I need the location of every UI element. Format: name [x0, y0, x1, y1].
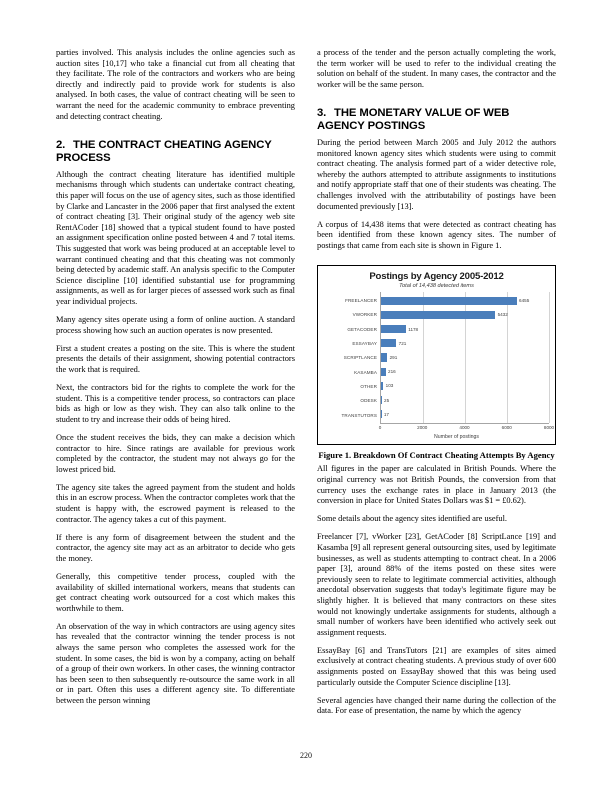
- paragraph: Although the contract cheating literature has identified multiple mechanisms through which students can undertake contract cheating, this paper will focus on the use of agency sites, such as those identified by Clarke and Lancaster in the 2006 paper that first analysed the extent of contract cheating [3]. Their original study of the agency web site RentACoder [18] showed that a typical student found to have posted an assignment specification online posted between 4 and 7 total items. This suggested that work was being produced at an acceptable level to warrant continued cheating and that this cheating was not commonly being detected by academic staff. An analysis specific to the Computer Science discipline [10] identified substantial use for programming assignments, as well as for larger pieces of assessed work such as final year individual projects.: [56, 169, 295, 306]
- two-column-layout: [56, 48, 556, 738]
- chart-plot: [324, 292, 549, 424]
- chart-subtitle: Total of 14,438 detected items: [399, 283, 474, 289]
- chart-x-axis: [324, 425, 555, 433]
- chart-category-label: ODESK: [360, 398, 377, 404]
- chart-x-tick: 8000: [543, 425, 555, 430]
- chart-bar-value: 17: [383, 411, 389, 417]
- section-number: 2.: [56, 138, 66, 151]
- chart-category-label: TRANSTUTORS: [341, 412, 377, 418]
- paragraph: An observation of the way in which contractors are using agency sites has revealed that the contractor winning the tender process is not always the same person who completes the assessed work for the student. In some cases, the bid is won by a company, acting on behalf of a group of their own workers. In other cases, the winning contractor has been seen to then subsequently re-outsource the same work in all or in part. Often this uses a different agency site. To differentiate between the person winning: [56, 621, 295, 705]
- chart-bar-value: 25: [384, 397, 390, 403]
- section-title: THE CONTRACT CHEATING AGENCY PROCESS: [56, 138, 272, 165]
- chart-bar-row: [381, 408, 549, 421]
- chart-plot-area: [380, 292, 549, 424]
- paragraph-continuation: parties involved. This analysis includes the online agencies such as auction sites [10,17] who take a financial cut from all cheating that they facilitate. The role of the contractors and workers who are being directly and indirectly paid to provide work for students is also analysed. In both cases, the value of contract cheating will be seen to warrant the need for the academic community to embrace preventing and detecting contract cheating.: [56, 48, 295, 121]
- paragraph: EssayBay [6] and TransTutors [21] are examples of sites aimed exclusively at contract cheating students. A previous study of over 600 assignments posted on EssayBay showed that this was being used particularly outside the Computer Science discipline [13].: [317, 645, 556, 687]
- section-heading-2: [56, 139, 295, 166]
- paragraph: Many agency sites operate using a form of online auction. A standard process showing how such an auction operates is now presented.: [56, 315, 295, 335]
- chart-bar-value: 291: [389, 354, 398, 360]
- chart-category-label: FREELANCER: [345, 298, 377, 303]
- chart-bar-value: 721: [398, 340, 407, 346]
- chart-x-tick: 2000: [417, 425, 428, 430]
- chart-bar-row: [381, 394, 549, 407]
- chart-bar-row: [381, 365, 549, 378]
- chart-gridline: [549, 292, 550, 423]
- chart-bar: [381, 297, 517, 305]
- chart-category-label: KASAMBA: [354, 369, 377, 375]
- chart-bars: [381, 294, 549, 421]
- chart-bar: [381, 339, 396, 347]
- chart-category-label: GETACODER: [347, 326, 377, 332]
- chart-bar-value: 1178: [408, 326, 419, 332]
- paragraph: A corpus of 14,438 items that were detected as contract cheating has been identified from these known agency sites. The number of postings that came from each site is shown in Figure 1.: [317, 219, 556, 250]
- right-column: [317, 48, 556, 738]
- chart-category-label: ESSAYBAY: [352, 341, 377, 347]
- chart-bar: [381, 325, 406, 333]
- paragraph: The agency site takes the agreed payment from the student and holds this in an escrow process. When the contractor completes work that the student is happy with, the escrowed payment is released to the contractor. The agency takes a cut of this payment.: [56, 482, 295, 524]
- section-heading-3: [317, 107, 556, 134]
- chart-bar-value: 6455: [519, 298, 530, 304]
- chart-bar: [381, 311, 495, 319]
- page-number: 220: [300, 751, 312, 760]
- chart-category-axis: [324, 292, 380, 424]
- section-title: THE MONETARY VALUE OF WEB AGENCY POSTINGS: [317, 106, 510, 133]
- paragraph: Once the student receives the bids, they can make a decision which contractor to hire. Since ratings are available for previous work completed by the contractor, the student may not always go for the lowest priced bid.: [56, 432, 295, 474]
- paragraph: All figures in the paper are calculated in British Pounds. Where the original currency was not British Pounds, the conversion from that currency uses the exchange rates in place in January 2013 (the conversion in place for United States Dollars was $1 = £0.62).: [317, 464, 556, 506]
- chart-container: [317, 265, 556, 445]
- paragraph: Next, the contractors bid for the rights to complete the work for the student. This is a competitive tender process, so contractors can place bids as high or low as they wish. They can also talk online to the student to try and increase their odds of being hired.: [56, 383, 295, 424]
- chart-x-ticks: [378, 425, 555, 433]
- paragraph: During the period between March 2005 and July 2012 the authors monitored known agency sites which students were using to commit contract cheating. The analysis formed part of a wider detective role, whereby the authors attempted to attribute assignments to institutions and notify appropriate staff that one of their students was cheating. The challenges involved with the attributability of postings have been documented previously [13].: [317, 138, 556, 211]
- chart-category-label: SCRIPTLANCE: [343, 355, 377, 361]
- paragraph: If there is any form of disagreement between the student and the contractor, the agency site may act as an arbitrator to decide who gets the money.: [56, 532, 295, 563]
- chart-bar-row: [381, 379, 549, 392]
- chart-bar-value: 5432: [497, 312, 508, 318]
- paragraph: First a student creates a posting on the site. This is where the student presents the details of their assignment, showing potential contractors the work that is required.: [56, 343, 295, 374]
- figure-1: [317, 265, 556, 460]
- chart-category-label: VWORKER: [352, 312, 377, 318]
- chart-bar-row: [381, 322, 549, 335]
- chart-x-axis-title: Number of postings: [434, 434, 479, 440]
- figure-caption: Figure 1. Breakdown Of Contract Cheating Attempts By Agency: [318, 450, 555, 460]
- chart-title: Postings by Agency 2005-2012: [369, 271, 504, 282]
- chart-bar-value: 216: [388, 369, 396, 375]
- chart-bar-row: [381, 351, 549, 364]
- chart-x-tick: 6000: [501, 425, 512, 430]
- chart-category-label: OTHER: [360, 384, 377, 390]
- chart-bar-value: 103: [385, 383, 394, 389]
- chart-bar-row: [381, 308, 549, 321]
- left-column: [56, 48, 295, 738]
- paragraph: Some details about the agency sites identified are useful.: [317, 514, 508, 524]
- paragraph-continuation: a process of the tender and the person actually completing the work, the term worker will be used to refer to the individual creating the solution on behalf of the student. In many cases, the contractor and the worker will be the same person.: [317, 48, 556, 89]
- section-number: 3.: [317, 106, 327, 119]
- paragraph: Generally, this competitive tender process, coupled with the availability of skilled international workers, means that students can get contract cheating work outsourced for a cost which makes this worthwhile to them.: [56, 571, 295, 613]
- chart-x-tick: 4000: [459, 425, 470, 430]
- chart-bar-row: [381, 294, 549, 307]
- paragraph: Freelancer [7], vWorker [23], GetACoder [8] ScriptLance [19] and Kasamba [9] all represent general outsourcing sites, used by legitimate businesses, as well as students attempting to contract cheat. In a 2006 paper [3], around 88% of the items posted on these sites were previously seen to relate to legitimate commercial activities, although anecdotal observation suggests that today's legitimate figure may be slightly higher. It is believed that many contractors on these sites would not knowingly undertake assignments for students, although a small number of workers have been identified who actively seek out assignment requests.: [317, 532, 556, 637]
- chart-bar-row: [381, 337, 549, 350]
- paragraph: Several agencies have changed their name during the collection of the data. For ease of presentation, the name by which the agency: [317, 695, 556, 716]
- chart-x-tick: 0: [378, 425, 382, 430]
